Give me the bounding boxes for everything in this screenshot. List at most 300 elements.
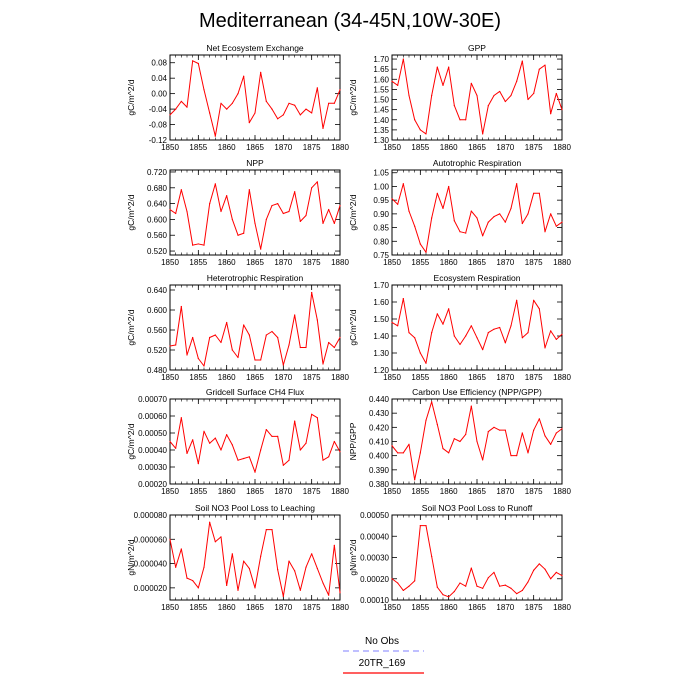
series-line-20tr-169 <box>170 182 340 249</box>
data-point <box>403 298 404 299</box>
y-tick-label: 0.00050 <box>138 429 167 438</box>
series-line-20tr-169 <box>392 402 562 480</box>
y-tick-label: 0.00030 <box>360 553 389 563</box>
data-point <box>437 67 438 68</box>
data-point <box>294 105 295 106</box>
data-point <box>414 479 415 480</box>
data-point <box>414 119 415 120</box>
data-point <box>425 420 426 421</box>
data-point <box>408 444 409 445</box>
x-tick-label: 1875 <box>302 143 321 152</box>
x-tick-label: 1870 <box>274 487 293 496</box>
x-tick-label: 1860 <box>439 373 458 382</box>
data-point <box>527 332 528 333</box>
x-tick-label: 1870 <box>496 143 515 152</box>
x-tick-label: 1865 <box>246 373 264 382</box>
x-tick-label: 1860 <box>217 603 236 612</box>
data-point <box>277 436 278 437</box>
data-point <box>556 339 557 340</box>
data-point <box>533 430 534 431</box>
chart-panel-9 <box>126 503 349 612</box>
data-point <box>169 209 170 210</box>
y-tick-label: 0.00040 <box>360 532 389 542</box>
data-point <box>420 525 421 526</box>
data-point <box>328 103 329 104</box>
data-point <box>431 401 432 402</box>
data-point <box>232 219 233 220</box>
x-tick-label: 1855 <box>189 603 208 612</box>
chart-panel-2 <box>348 43 571 152</box>
data-point <box>454 335 455 336</box>
y-tick-label: 0.00030 <box>138 463 167 472</box>
data-point <box>476 441 477 442</box>
x-tick-label: 1855 <box>411 258 430 267</box>
series-line-20tr-169 <box>170 522 340 596</box>
data-point <box>237 93 238 94</box>
y-tick-label: 0.000040 <box>133 559 167 569</box>
data-point <box>516 593 517 594</box>
data-point <box>391 198 392 199</box>
y-tick-label: 1.70 <box>373 281 389 290</box>
data-point <box>397 204 398 205</box>
data-point <box>169 114 170 115</box>
data-point <box>220 211 221 212</box>
data-point <box>482 235 483 236</box>
data-point <box>203 365 204 366</box>
legend-label-model: 20TR_169 <box>358 658 406 669</box>
data-point <box>544 65 545 66</box>
data-point <box>328 209 329 210</box>
data-point <box>305 108 306 109</box>
data-point <box>215 541 216 542</box>
data-point <box>266 429 267 430</box>
x-tick-label: 1855 <box>411 603 430 612</box>
data-point <box>556 226 557 227</box>
data-point <box>175 448 176 449</box>
data-point <box>175 213 176 214</box>
data-point <box>215 183 216 184</box>
data-point <box>527 213 528 214</box>
y-tick-label: 0.08 <box>151 58 167 68</box>
x-tick-label: 1870 <box>496 603 515 612</box>
data-point <box>266 334 267 335</box>
data-point <box>522 590 523 591</box>
data-point <box>254 359 255 360</box>
data-point <box>471 83 472 84</box>
data-point <box>493 572 494 573</box>
y-tick-label: 1.50 <box>373 315 389 324</box>
y-axis-label: gC/m^2/d <box>126 79 136 116</box>
y-axis-label: gN/m^2/d <box>348 539 358 576</box>
data-point <box>288 344 289 345</box>
y-tick-label: 0.90 <box>373 209 389 219</box>
data-point <box>454 220 455 221</box>
chart-panel-4 <box>348 158 571 267</box>
data-point <box>198 63 199 64</box>
data-point <box>550 330 551 331</box>
data-point <box>550 213 551 214</box>
legend <box>343 636 424 673</box>
data-point <box>266 101 267 102</box>
data-point <box>322 582 323 583</box>
data-point <box>237 590 238 591</box>
chart-title: Autotrophic Respiration <box>432 158 522 168</box>
data-point <box>277 569 278 570</box>
data-point <box>249 334 250 335</box>
y-tick-label: 1.50 <box>373 95 389 105</box>
data-point <box>169 345 170 346</box>
data-point <box>459 119 460 120</box>
panels <box>126 43 571 612</box>
data-point <box>556 93 557 94</box>
data-point <box>471 405 472 406</box>
x-tick-label: 1870 <box>274 603 293 612</box>
data-point <box>510 455 511 456</box>
chart-title: Ecosystem Respiration <box>433 273 521 283</box>
y-tick-label: 0.720 <box>146 167 167 177</box>
data-point <box>283 114 284 115</box>
data-point <box>260 359 261 360</box>
data-point <box>334 441 335 442</box>
data-point <box>544 435 545 436</box>
x-tick-label: 1860 <box>217 373 236 382</box>
x-tick-label: 1860 <box>217 258 236 267</box>
x-tick-label: 1850 <box>383 603 401 612</box>
x-tick-label: 1865 <box>246 603 264 612</box>
x-tick-label: 1855 <box>189 373 208 382</box>
y-tick-label: 0.00040 <box>138 446 167 455</box>
data-point <box>397 325 398 326</box>
data-point <box>550 578 551 579</box>
data-point <box>186 354 187 355</box>
x-tick-label: 1870 <box>274 143 293 152</box>
data-point <box>414 580 415 581</box>
data-point <box>442 85 443 86</box>
data-point <box>317 568 318 569</box>
data-point <box>476 95 477 96</box>
data-point <box>391 322 392 323</box>
data-point <box>334 103 335 104</box>
data-point <box>317 181 318 182</box>
data-point <box>431 95 432 96</box>
data-point <box>232 553 233 554</box>
x-tick-label: 1865 <box>468 258 486 267</box>
data-point <box>317 319 318 320</box>
data-point <box>203 89 204 90</box>
data-point <box>254 112 255 113</box>
data-point <box>505 585 506 586</box>
y-tick-label: 0.00050 <box>360 511 389 520</box>
data-point <box>533 93 534 94</box>
chart-title: Gridcell Surface CH4 Flux <box>205 387 305 397</box>
data-point <box>476 217 477 218</box>
data-point <box>465 434 466 435</box>
y-tick-label: 0.560 <box>146 231 167 241</box>
data-point <box>454 105 455 106</box>
data-point <box>283 213 284 214</box>
series-line-20tr-169 <box>392 59 562 134</box>
y-axis-label: NPP/GPP <box>348 422 358 461</box>
data-point <box>192 439 193 440</box>
data-point <box>437 193 438 194</box>
y-tick-label: 0.000020 <box>133 583 167 593</box>
data-point <box>249 122 250 123</box>
data-point <box>448 67 449 68</box>
data-point <box>311 553 312 554</box>
y-tick-label: 0.600 <box>146 215 167 225</box>
data-point <box>243 233 244 234</box>
data-point <box>465 232 466 233</box>
data-point <box>465 586 466 587</box>
data-point <box>300 221 301 222</box>
data-point <box>322 460 323 461</box>
data-point <box>175 344 176 345</box>
y-tick-label: 0.75 <box>373 251 389 260</box>
x-tick-label: 1855 <box>189 143 208 152</box>
y-tick-label: 0.380 <box>368 480 389 489</box>
data-point <box>516 455 517 456</box>
data-point <box>305 443 306 444</box>
data-point <box>277 337 278 338</box>
y-axis-label: gC/m^2/d <box>348 79 358 116</box>
data-point <box>192 245 193 246</box>
x-tick-label: 1865 <box>468 143 486 152</box>
plot-frame <box>170 55 340 140</box>
x-tick-label: 1860 <box>217 143 236 152</box>
data-point <box>328 595 329 596</box>
series-line-20tr-169 <box>170 293 340 367</box>
x-tick-label: 1865 <box>468 373 486 382</box>
data-point <box>181 306 182 307</box>
x-tick-label: 1850 <box>383 258 401 267</box>
data-point <box>437 587 438 588</box>
data-point <box>192 580 193 581</box>
data-point <box>533 193 534 194</box>
y-tick-label: 0.420 <box>368 423 389 433</box>
y-tick-label: 1.40 <box>373 115 389 125</box>
data-point <box>288 103 289 104</box>
data-point <box>283 364 284 365</box>
x-tick-label: 1875 <box>302 603 321 612</box>
plot-frame <box>392 285 562 370</box>
y-axis-label: gC/m^2/d <box>126 423 136 460</box>
y-axis-label: gC/m^2/d <box>126 309 136 346</box>
x-tick-label: 1875 <box>302 373 321 382</box>
x-tick-label: 1875 <box>524 373 543 382</box>
x-tick-label: 1870 <box>496 487 515 496</box>
data-point <box>408 332 409 333</box>
data-point <box>198 587 199 588</box>
y-tick-label: 1.20 <box>373 366 389 375</box>
data-point <box>186 578 187 579</box>
x-tick-label: 1880 <box>331 373 349 382</box>
data-point <box>300 449 301 450</box>
data-point <box>334 545 335 546</box>
data-point <box>226 322 227 323</box>
plot-frame <box>392 170 562 255</box>
data-point <box>510 208 511 209</box>
data-point <box>476 337 477 338</box>
data-point <box>431 217 432 218</box>
y-tick-label: 0.00 <box>151 89 167 99</box>
chart-title: Carbon Use Efficiency (NPP/GPP) <box>412 387 542 397</box>
y-tick-label: 0.600 <box>146 306 167 315</box>
data-point <box>482 459 483 460</box>
data-point <box>277 118 278 119</box>
data-point <box>339 89 340 90</box>
data-point <box>220 449 221 450</box>
data-point <box>561 334 562 335</box>
y-tick-label: 0.680 <box>146 183 167 193</box>
data-point <box>408 95 409 96</box>
data-point <box>243 458 244 459</box>
data-point <box>516 81 517 82</box>
data-point <box>471 325 472 326</box>
data-point <box>271 436 272 437</box>
data-point <box>459 441 460 442</box>
data-point <box>203 431 204 432</box>
x-tick-label: 1870 <box>274 258 293 267</box>
data-point <box>391 578 392 579</box>
data-point <box>522 337 523 338</box>
data-point <box>397 582 398 583</box>
data-point <box>186 211 187 212</box>
y-axis-label: gC/m^2/d <box>126 194 136 231</box>
data-point <box>243 76 244 77</box>
data-point <box>493 329 494 330</box>
x-tick-label: 1880 <box>331 258 349 267</box>
x-tick-label: 1850 <box>383 487 401 496</box>
data-point <box>527 581 528 582</box>
data-point <box>215 438 216 439</box>
x-tick-label: 1850 <box>383 373 401 382</box>
y-tick-label: 1.05 <box>373 168 389 178</box>
data-point <box>561 221 562 222</box>
data-point <box>522 60 523 61</box>
chart-panel-10 <box>348 503 571 612</box>
data-point <box>499 327 500 328</box>
y-tick-label: 0.85 <box>373 223 389 233</box>
data-point <box>510 325 511 326</box>
data-point <box>442 448 443 449</box>
data-point <box>391 445 392 446</box>
data-point <box>192 337 193 338</box>
data-point <box>561 428 562 429</box>
x-tick-label: 1875 <box>524 487 543 496</box>
data-point <box>339 451 340 452</box>
data-point <box>403 58 404 59</box>
data-point <box>277 203 278 204</box>
data-point <box>300 347 301 348</box>
y-tick-label: 1.45 <box>373 105 389 115</box>
data-point <box>437 424 438 425</box>
plot-frame <box>170 170 340 255</box>
data-point <box>271 529 272 530</box>
data-point <box>198 243 199 244</box>
data-point <box>232 103 233 104</box>
data-point <box>437 313 438 314</box>
x-tick-label: 1870 <box>496 373 515 382</box>
data-point <box>550 444 551 445</box>
data-point <box>414 337 415 338</box>
data-point <box>448 452 449 453</box>
data-point <box>420 352 421 353</box>
data-point <box>283 596 284 597</box>
data-point <box>527 452 528 453</box>
data-point <box>505 342 506 343</box>
y-tick-label: 0.520 <box>146 346 167 355</box>
data-point <box>198 358 199 359</box>
data-point <box>539 193 540 194</box>
y-tick-label: 0.560 <box>146 326 167 335</box>
data-point <box>539 563 540 564</box>
x-tick-label: 1875 <box>302 487 321 496</box>
data-point <box>288 561 289 562</box>
data-point <box>260 72 261 73</box>
data-point <box>454 591 455 592</box>
data-point <box>215 334 216 335</box>
data-point <box>181 189 182 190</box>
y-tick-label: 0.80 <box>373 237 389 247</box>
data-point <box>431 556 432 557</box>
y-tick-label: 0.410 <box>368 437 389 447</box>
y-tick-label: 0.640 <box>146 199 167 209</box>
data-point <box>488 577 489 578</box>
data-point <box>522 223 523 224</box>
data-point <box>294 191 295 192</box>
y-tick-label: 0.04 <box>151 74 167 84</box>
x-tick-label: 1880 <box>331 603 349 612</box>
data-point <box>499 213 500 214</box>
y-tick-label: 0.430 <box>368 409 389 419</box>
data-point <box>203 245 204 246</box>
y-tick-label: 0.00020 <box>138 480 167 489</box>
data-point <box>459 231 460 232</box>
data-point <box>510 588 511 589</box>
y-tick-label: -0.08 <box>148 120 167 130</box>
data-point <box>442 594 443 595</box>
data-point <box>488 221 489 222</box>
data-point <box>305 347 306 348</box>
data-point <box>544 347 545 348</box>
y-tick-label: -0.12 <box>148 136 167 145</box>
data-point <box>544 231 545 232</box>
data-point <box>181 101 182 102</box>
data-point <box>254 472 255 473</box>
y-tick-label: -0.04 <box>148 105 167 115</box>
data-point <box>465 119 466 120</box>
data-point <box>294 314 295 315</box>
x-tick-label: 1860 <box>439 487 458 496</box>
y-tick-label: 1.55 <box>373 85 389 95</box>
data-point <box>403 183 404 184</box>
y-tick-label: 0.520 <box>146 247 167 257</box>
y-tick-label: 0.00010 <box>360 596 389 605</box>
x-tick-label: 1850 <box>383 143 401 152</box>
data-point <box>454 438 455 439</box>
plot-frame <box>170 285 340 370</box>
x-tick-label: 1860 <box>439 258 458 267</box>
x-tick-label: 1875 <box>524 258 543 267</box>
data-point <box>493 95 494 96</box>
data-point <box>311 187 312 188</box>
chart-title: Net Ecosystem Exchange <box>206 43 304 53</box>
data-point <box>249 189 250 190</box>
y-axis-label: gC/m^2/d <box>348 309 358 346</box>
y-axis-label: gC/m^2/d <box>348 194 358 231</box>
data-point <box>305 567 306 568</box>
x-tick-label: 1860 <box>439 603 458 612</box>
